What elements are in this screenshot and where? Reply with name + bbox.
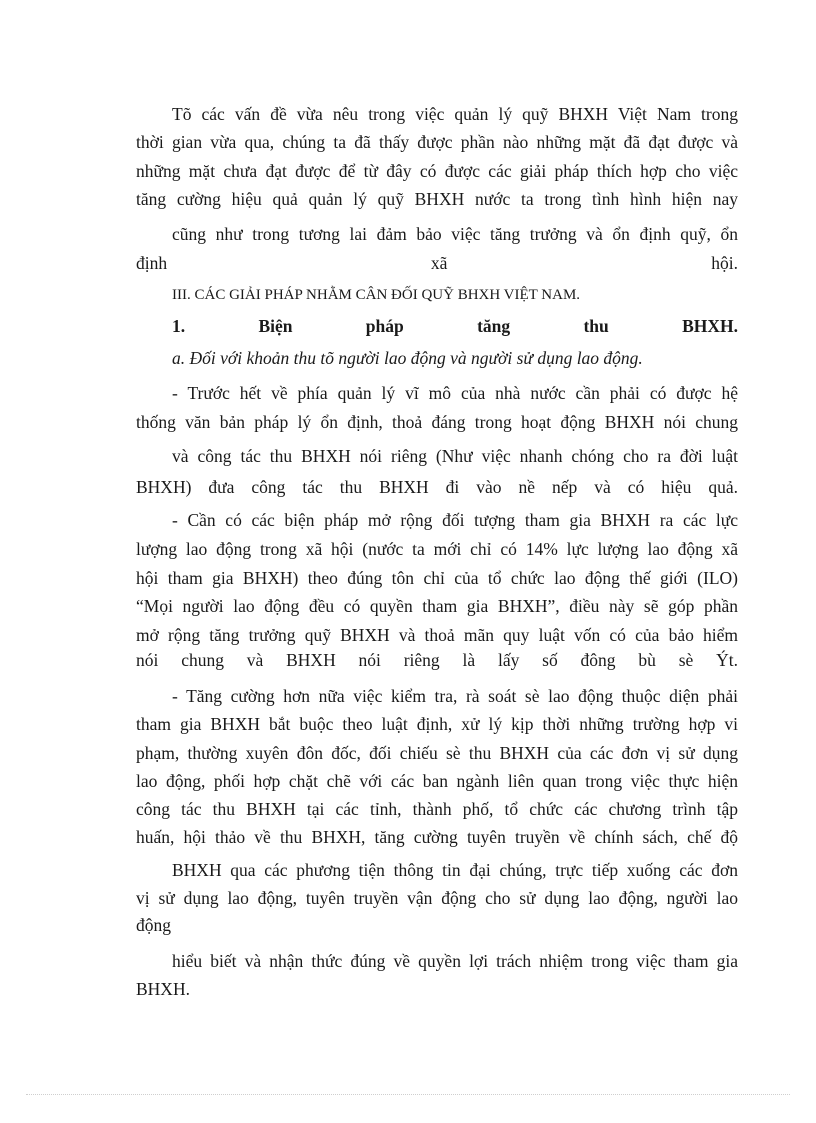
sub-subsection-heading: a. Đối với khoản thu tõ người lao động và người sử dụng lao động. xyxy=(172,348,643,368)
body-text-line: và công tác thu BHXH nói riêng (Như việc nhanh chóng cho ra đời luật xyxy=(172,446,738,466)
body-text-line: tham gia BHXH bắt buộc theo luật định, xử lý kịp thời những trường hợp vi xyxy=(136,714,738,734)
body-text-line: “Mọi người lao động đều có quyền tham gia BHXH”, điều này sẽ góp phần xyxy=(136,596,738,616)
body-text-line: công tác thu BHXH tại các tỉnh, thành phố, tổ chức các chương trình tập xyxy=(136,799,738,819)
subsection-heading: 1. Biện pháp tăng thu BHXH. xyxy=(172,316,738,336)
body-text-line: thời gian vừa qua, chúng ta đã thấy được phần nào những mặt đã đạt được và xyxy=(136,132,738,152)
body-text-line: BHXH) đưa công tác thu BHXH đi vào nề nếp và có hiệu quả. xyxy=(136,477,738,497)
body-text-line: BHXH. xyxy=(136,979,190,999)
body-text-line: hội tham gia BHXH) theo đúng tôn chỉ của tổ chức lao động thế giới (ILO) xyxy=(136,568,738,588)
page-bottom-rule xyxy=(26,1094,790,1095)
body-text-line: vị sử dụng lao động, tuyên truyền vận động cho sử dụng lao động, người lao xyxy=(136,888,738,908)
body-text-line: - Trước hết về phía quản lý vĩ mô của nhà nước cần phải có được hệ xyxy=(172,383,738,403)
body-text-line: lượng lao động trong xã hội (nước ta mới chỉ có 14% lực lượng lao động xã xyxy=(136,539,738,559)
body-text-line: thống văn bản pháp lý ổn định, thoả đáng trong hoạt động BHXH nói chung xyxy=(136,412,738,432)
body-text-line: Tõ các vấn đề vừa nêu trong việc quản lý quỹ BHXH Việt Nam trong xyxy=(172,104,738,124)
body-text-line: nói chung và BHXH nói riêng là lấy số đông bù sè Ýt. xyxy=(136,650,738,670)
body-text-line: hiểu biết và nhận thức đúng về quyền lợi trách nhiệm trong việc tham gia xyxy=(172,951,738,971)
body-text-line: BHXH qua các phương tiện thông tin đại chúng, trực tiếp xuống các đơn xyxy=(172,860,738,880)
body-text-line: phạm, thường xuyên đôn đốc, đối chiếu sè thu BHXH của các đơn vị sử dụng xyxy=(136,743,738,763)
body-text-line: cũng như trong tương lai đảm bảo việc tăng trưởng và ổn định quỹ, ổn xyxy=(172,224,738,244)
body-text-line: mở rộng tăng trưởng quỹ BHXH và thoả mãn quy luật vốn có của bảo hiểm xyxy=(136,625,738,645)
body-text-line: những mặt chưa đạt được để từ đây có được các giải pháp thích hợp cho việc xyxy=(136,161,738,181)
body-text-line: - Tăng cường hơn nữa việc kiểm tra, rà soát sè lao động thuộc diện phải xyxy=(172,686,738,706)
body-text-line: động xyxy=(136,915,171,935)
section-heading: III. CÁC GIẢI PHÁP NHẰM CÂN ĐỐI QUỸ BHXH VIỆT NAM. xyxy=(172,287,581,303)
body-text-line: tăng cường hiệu quả quản lý quỹ BHXH nước ta trong tình hình hiện nay xyxy=(136,189,738,209)
body-text-line: lao động, phối hợp chặt chẽ với các ban ngành liên quan trong việc thực hiện xyxy=(136,771,738,791)
body-text-line: huấn, hội thảo về thu BHXH, tăng cường tuyên truyền về chính sách, chế độ xyxy=(136,827,738,847)
body-text-line: - Cần có các biện pháp mở rộng đối tượng tham gia BHXH ra các lực xyxy=(172,510,738,530)
body-text-line: định xã hội. xyxy=(136,253,738,273)
